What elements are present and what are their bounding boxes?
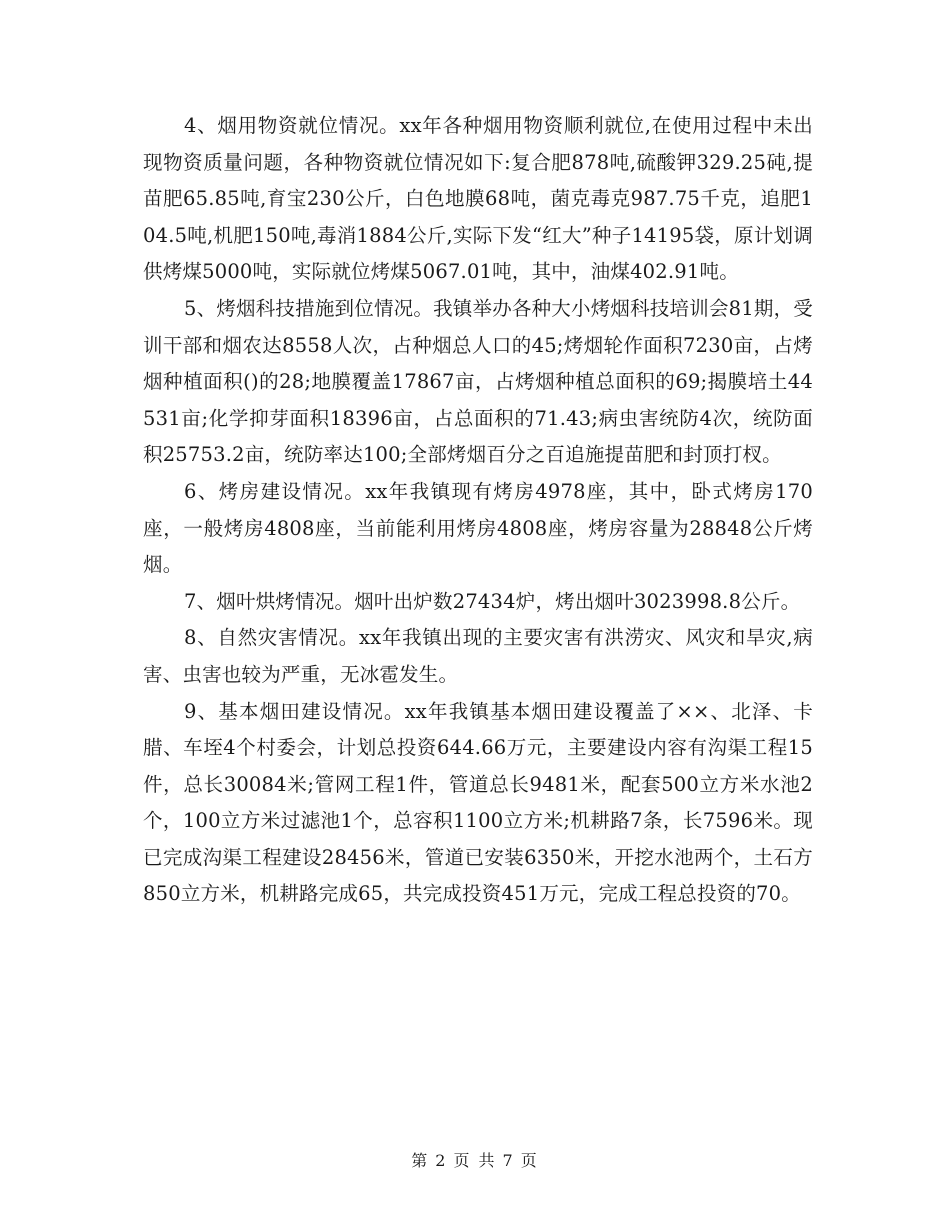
paragraph-leaf-curing: 7、烟叶烘烤情况。烟叶出炉数27434炉，烤出烟叶3023998.8公斤。: [184, 589, 801, 613]
footer-prefix: 第: [411, 1151, 430, 1170]
page-footer: [0, 1148, 950, 1171]
paragraph-curing-barns: 6、烤房建设情况。xx年我镇现有烤房4978座，其中，卧式烤房170座，一般烤房4808座，当前能利用烤房4808座，烤房容量为28848公斤烤烟。: [143, 479, 813, 577]
paragraph-natural-disasters: 8、自然灾害情况。xx年我镇出现的主要灾害有洪涝灾、风灾和旱灾,病害、虫害也较为严重，无冰雹发生。: [143, 626, 813, 686]
paragraph-field-construction: 9、基本烟田建设情况。xx年我镇基本烟田建设覆盖了××、北泽、卡腊、车垤4个村委会，计划总投资644.66万元，主要建设内容有沟渠工程15件，总长30084米;管网工程1件，管道总长9481米，配套500立方米水池2个，100立方米过滤池1个，总容积1100立方米;机耕路7条，长7596米。现已完成沟渠工程建设28456米，管道已安装6350米，开挖水池两个，土石方850立方米，机耕路完成65，共完成投资451万元，完成工程总投资的70。: [143, 699, 813, 906]
footer-mid: 页 共: [453, 1151, 497, 1170]
paragraph-technology: 5、烤烟科技措施到位情况。我镇举办各种大小烤烟科技培训会81期，受训干部和烟农达8558人次，占种烟总人口的45;烤烟轮作面积7230亩，占烤烟种植面积()的28;地膜覆盖17867亩，占烤烟种植总面积的69;揭膜培土44531亩;化学抑芽面积18396亩，占总面积的71.43;病虫害统防4次，统防面积25753.2亩，统防率达100;全部烤烟百分之百追施提苗肥和封顶打杈。: [143, 296, 813, 467]
document-body: [143, 108, 813, 913]
total-pages-number: 7: [502, 1151, 515, 1170]
current-page-number: 2: [435, 1151, 448, 1170]
footer-suffix: 页: [520, 1151, 539, 1170]
paragraph-materials: 4、烟用物资就位情况。xx年各种烟用物资顺利就位,在使用过程中未出现物资质量问题，各种物资就位情况如下:复合肥878吨,硫酸钾329.25砘,提苗肥65.85吨,育宝230公斤，白色地膜68吨，菌克毒克987.75千克，追肥104.5吨,机肥150吨,毒消1884公斤,实际下发“红大”种子14195袋，原计划调供烤煤5000吨，实际就位烤煤5067.01吨，其中，油煤402.91吨。: [143, 114, 813, 284]
